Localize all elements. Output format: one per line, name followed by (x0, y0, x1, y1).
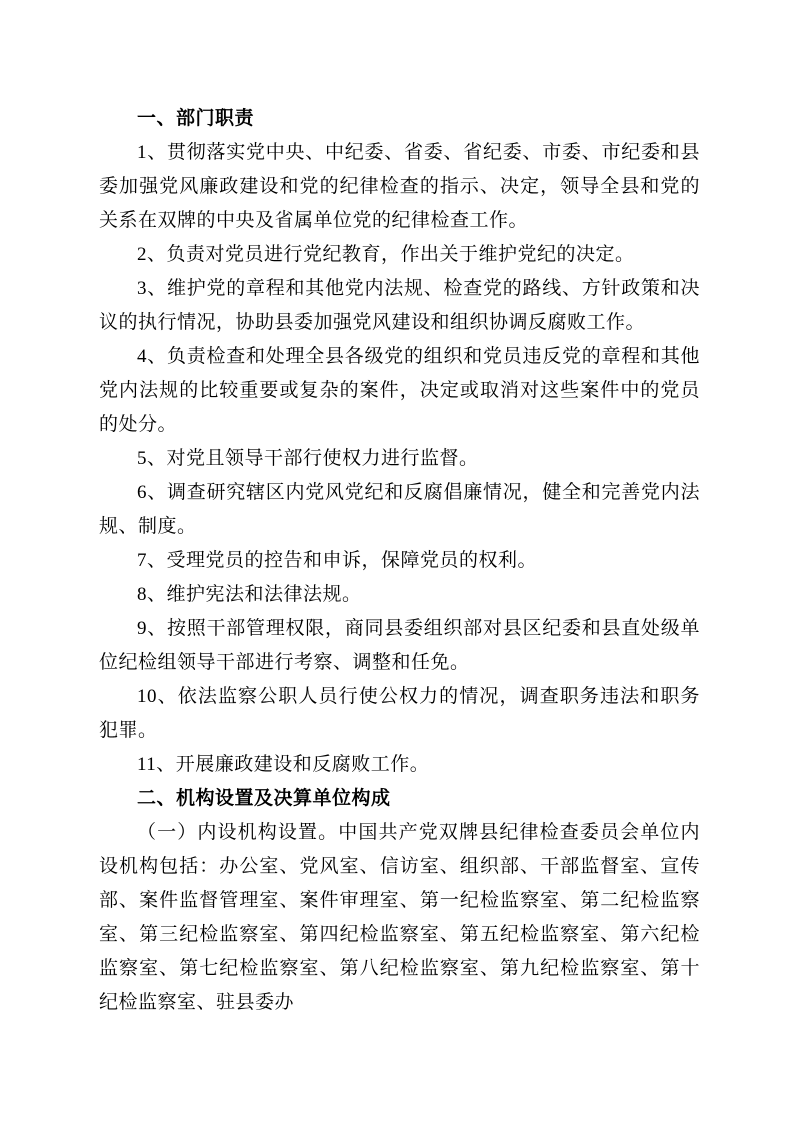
paragraph-duty-1: 1、贯彻落实党中央、中纪委、省委、省纪委、市委、市纪委和县委加强党风廉政建设和党的纪律检查的指示、决定，领导全县和党的关系在双牌的中央及省属单位党的纪律检查工作。 (99, 142, 700, 231)
paragraph-duty-2: 2、负责对党员进行党纪教育，作出关于维护党纪的决定。 (137, 244, 635, 265)
paragraph-duty-8: 8、维护宪法和法律法规。 (137, 584, 362, 605)
paragraph-duty-4: 4、负责检查和处理全县各级党的组织和党员违反党的章程和其他党内法规的比较重要或复杂的案件，决定或取消对这些案件中的党员的处分。 (99, 346, 700, 435)
document-body (99, 102, 700, 1020)
paragraph-duty-11: 11、开展廉政建设和反腐败工作。 (137, 754, 430, 775)
paragraph-duty-10: 10、依法监察公职人员行使公权力的情况，调查职务违法和职务犯罪。 (99, 686, 700, 741)
paragraph-org-setup: （一）内设机构设置。中国共产党双牌县纪律检查委员会单位内设机构包括：办公室、党风室、信访室、组织部、干部监督室、宣传部、案件监督管理室、案件审理室、第一纪检监察室、第二纪检监察室、第三纪检监察室、第四纪检监察室、第五纪检监察室、第六纪检监察室、第七纪检监察室、第八纪检监察室、第九纪检监察室、第十纪检监察室、驻县委办 (99, 822, 700, 1013)
paragraph-duty-7: 7、受理党员的控告和申诉，保障党员的权利。 (137, 550, 538, 571)
paragraph-duty-6: 6、调查研究辖区内党风党纪和反腐倡廉情况，健全和完善党内法规、制度。 (99, 482, 700, 537)
paragraph-duty-3: 3、维护党的章程和其他党内法规、检查党的路线、方针政策和决议的执行情况，协助县委加强党风建设和组织协调反腐败工作。 (99, 278, 700, 333)
paragraph-duty-9: 9、按照干部管理权限，商同县委组织部对县区纪委和县直处级单位纪检组领导干部进行考察、调整和任免。 (99, 618, 700, 673)
section-heading-2: 二、机构设置及决算单位构成 (137, 788, 391, 809)
section-heading-1: 一、部门职责 (137, 108, 255, 129)
paragraph-duty-5: 5、对党且领导干部行使权力进行监督。 (137, 448, 479, 469)
